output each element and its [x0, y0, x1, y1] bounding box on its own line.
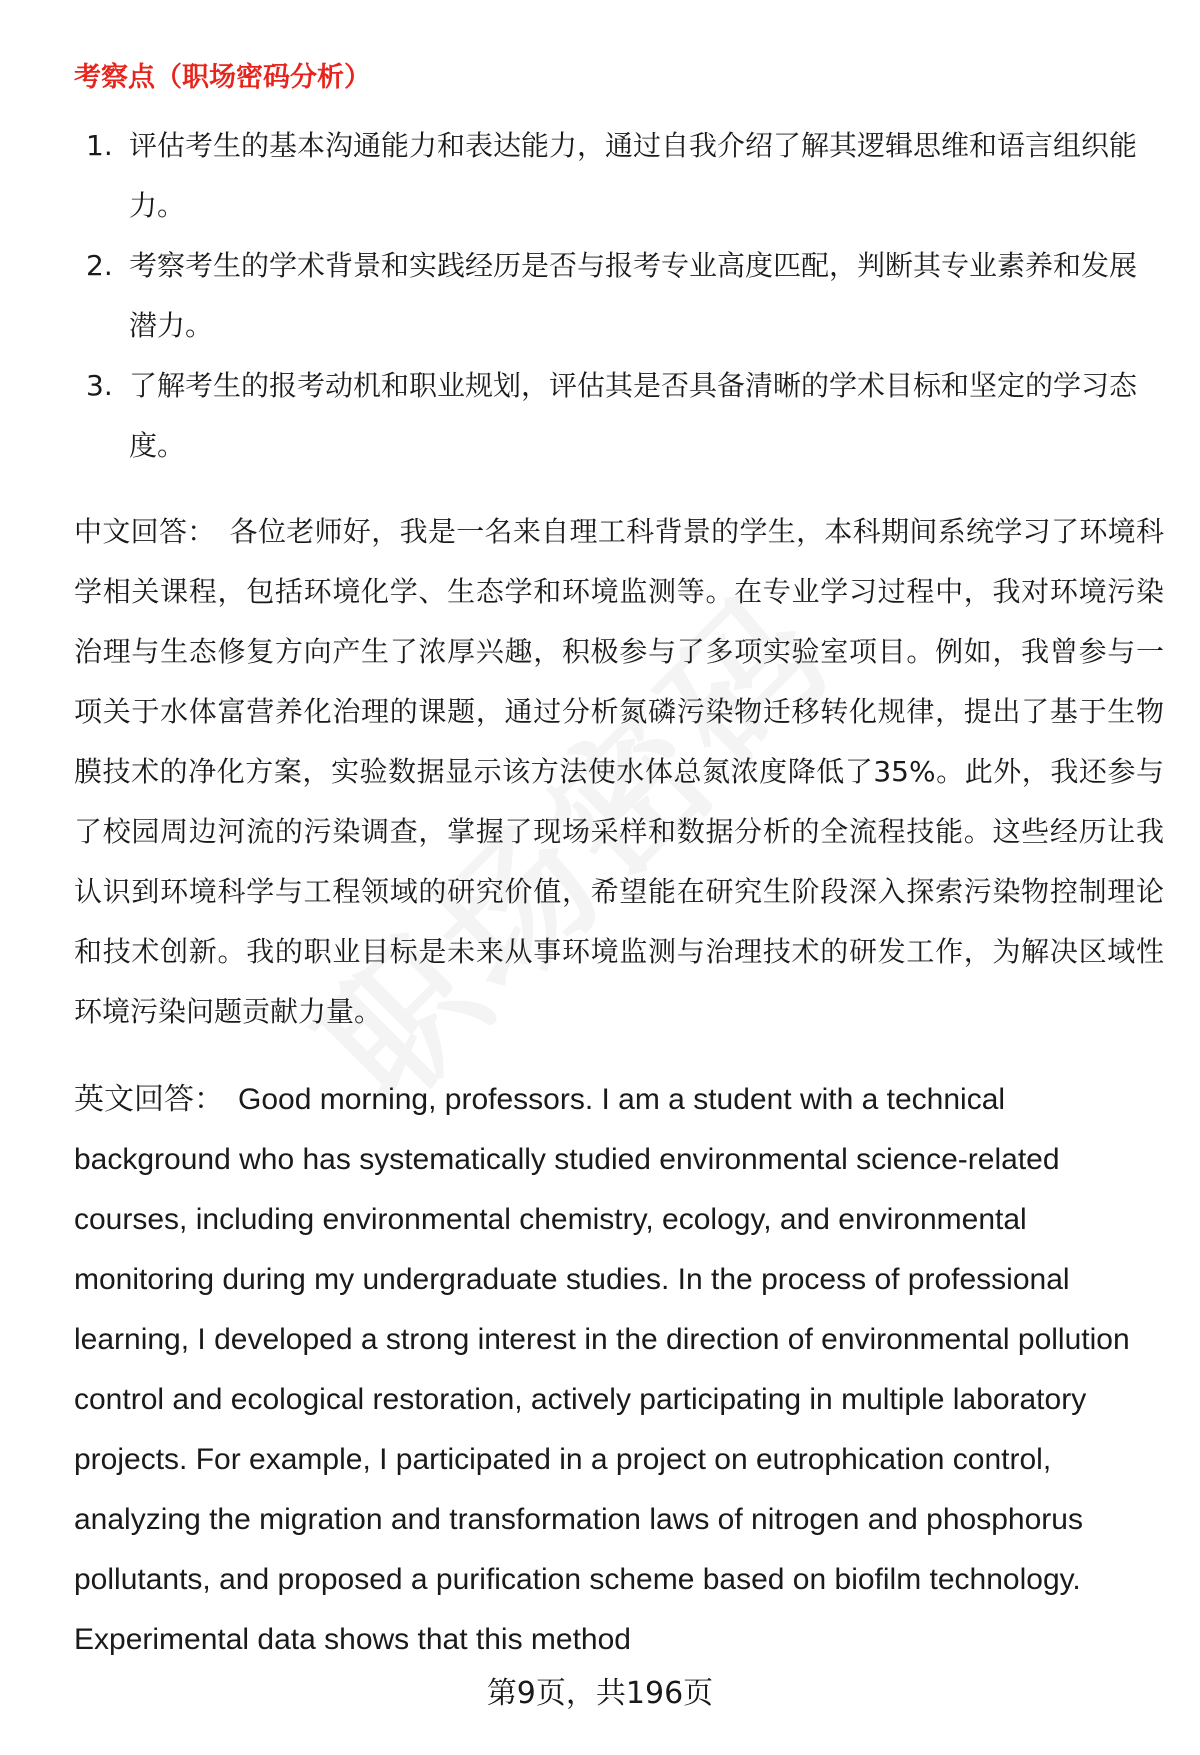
list-number: 3.	[86, 369, 113, 402]
english-answer	[74, 1070, 1164, 1670]
list-item-text: 考察考生的学术背景和实践经历是否与报考专业高度匹配，判断其专业素养和发展潜力。	[129, 249, 1138, 342]
chinese-answer	[74, 502, 1164, 1042]
list-item	[74, 356, 1164, 476]
list-item-text: 了解考生的报考动机和职业规划，评估其是否具备清晰的学术目标和坚定的学习态度。	[129, 369, 1138, 462]
section-title: 考察点（职场密码分析）	[74, 62, 371, 93]
list-item-text: 评估考生的基本沟通能力和表达能力，通过自我介绍了解其逻辑思维和语言组织能力。	[129, 129, 1138, 222]
page-footer: 第9页，共196页	[486, 1676, 714, 1711]
document-page	[74, 58, 1164, 1670]
list-item	[74, 116, 1164, 236]
list-item	[74, 236, 1164, 356]
list-number: 2.	[86, 249, 113, 282]
chinese-answer-label: 中文回答：	[74, 515, 216, 548]
english-answer-text: Good morning, professors. I am a student with a technical background who has systematically studied environmental science-related courses, including environmental chemistry, ecology, and environmental monitoring during my undergraduate studies. In the process of professional learning, I developed a strong interest in the direction of environmental pollution control and ecological restoration, actively participating in multiple laboratory projects. For example, I participated in a project on eutrophication control, analyzing the migration and transformation laws of nitrogen and phosphorus pollutants, and proposed a purification scheme based on biofilm technology. Experimental data shows that this method	[74, 1083, 1130, 1656]
chinese-answer-text: 各位老师好，我是一名来自理工科背景的学生，本科期间系统学习了环境科学相关课程，包括环境化学、生态学和环境监测等。在专业学习过程中，我对环境污染治理与生态修复方向产生了浓厚兴趣，积极参与了多项实验室项目。例如，我曾参与一项关于水体富营养化治理的课题，通过分析氮磷污染物迁移转化规律，提出了基于生物膜技术的净化方案，实验数据显示该方法使水体总氮浓度降低了35%。此外，我还参与了校园周边河流的污染调查，掌握了现场采样和数据分析的全流程技能。这些经历让我认识到环境科学与工程领域的研究价值，希望能在研究生阶段深入探索污染物控制理论和技术创新。我的职业目标是未来从事环境监测与治理技术的研发工作，为解决区域性环境污染问题贡献力量。	[74, 515, 1164, 1028]
list-number: 1.	[86, 129, 113, 162]
evaluation-points-list	[74, 116, 1164, 476]
english-answer-label: 英文回答：	[74, 1083, 224, 1116]
